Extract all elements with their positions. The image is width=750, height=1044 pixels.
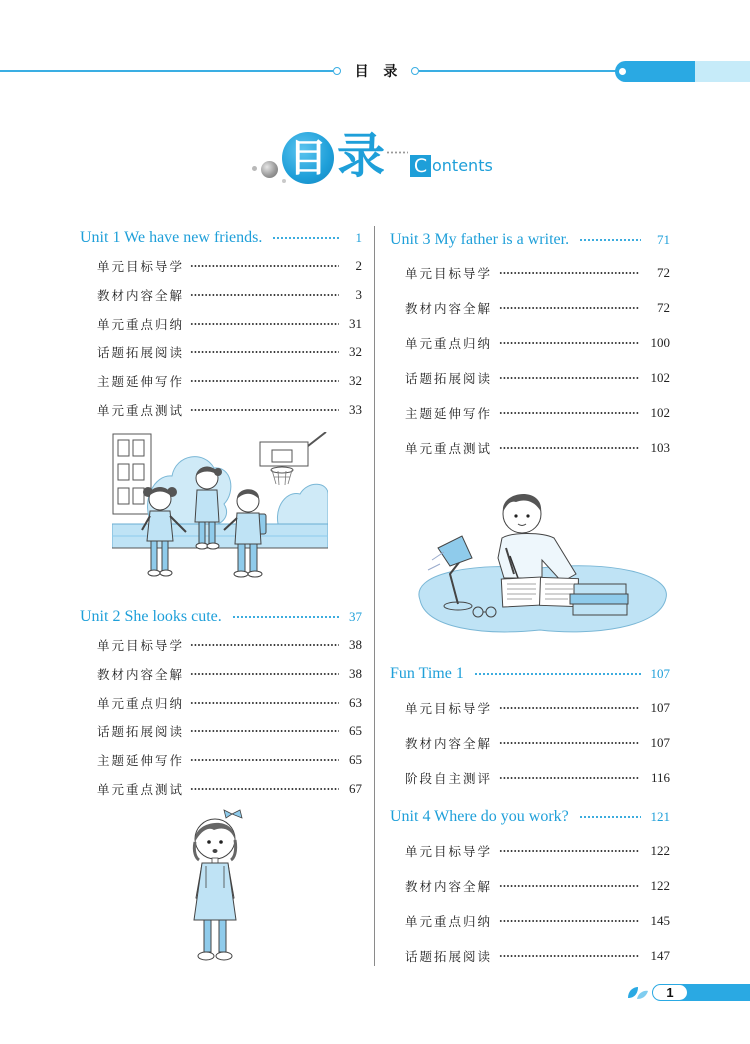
- toc-entry[interactable]: [390, 395, 670, 430]
- toc-entry[interactable]: [390, 903, 670, 938]
- ring-icon: [411, 67, 419, 75]
- dot-leader: [499, 376, 640, 380]
- running-header: [333, 61, 419, 81]
- toc-section-heading[interactable]: [390, 658, 670, 690]
- entry-page-number: 72: [657, 264, 670, 280]
- toc-entry[interactable]: [80, 774, 362, 803]
- header-tab-extension: [695, 61, 750, 82]
- toc-section-unit-2: [80, 603, 362, 803]
- entry-label: 话题拓展阅读: [405, 948, 493, 964]
- toc-entry[interactable]: [80, 367, 362, 396]
- column-divider: [374, 226, 375, 966]
- toc-entry[interactable]: [390, 430, 670, 465]
- dot-leader: [190, 729, 339, 733]
- toc-entry[interactable]: [80, 746, 362, 775]
- entry-label: 话题拓展阅读: [405, 370, 493, 386]
- dot-leader: [499, 411, 640, 415]
- entry-label: 教材内容全解: [405, 300, 493, 316]
- entry-page-number: 102: [650, 369, 670, 385]
- title-dotted-line: [386, 151, 408, 154]
- entry-label: 主题延伸写作: [97, 374, 185, 390]
- toc-section-heading[interactable]: [390, 224, 670, 255]
- entry-page-number: 122: [650, 842, 670, 858]
- dot-leader: [499, 776, 640, 780]
- header-rule: [0, 70, 616, 72]
- entry-page-number: 67: [349, 780, 362, 796]
- entry-page-number: 100: [650, 334, 670, 350]
- section-title: Unit 2 She looks cute.: [80, 608, 222, 625]
- toc-section-fun-time-1: [390, 658, 670, 795]
- toc-entry[interactable]: [390, 833, 670, 868]
- entry-label: 单元目标导学: [97, 638, 185, 654]
- entry-label: 单元重点测试: [97, 781, 185, 797]
- dot-leader: [499, 741, 640, 745]
- entry-label: 主题延伸写作: [405, 405, 493, 421]
- toc-entry[interactable]: [80, 631, 362, 660]
- dot-leader: [190, 350, 339, 354]
- dot-leader: [499, 341, 640, 345]
- toc-entry[interactable]: [80, 252, 362, 281]
- dot-leader: [499, 884, 640, 888]
- entry-page-number: 31: [349, 315, 362, 331]
- section-page-number: 107: [650, 666, 670, 681]
- entry-page-number: 33: [349, 401, 362, 417]
- entry-page-number: 38: [349, 666, 362, 682]
- leaf-icon: [626, 984, 650, 1001]
- header-tab: [615, 61, 695, 82]
- dot-leader: [499, 954, 640, 958]
- entry-label: 话题拓展阅读: [97, 345, 185, 361]
- page-number-badge: [652, 984, 688, 1001]
- entry-label: 单元重点归纳: [405, 335, 493, 351]
- dot-leader: [190, 379, 339, 383]
- toc-entry[interactable]: [80, 281, 362, 310]
- page-number: 1: [666, 985, 674, 1000]
- entry-label: 单元重点归纳: [97, 316, 185, 332]
- entry-page-number: 63: [349, 694, 362, 710]
- toc-entry[interactable]: [390, 938, 670, 973]
- children-playground-illustration: [112, 432, 328, 582]
- dot-leader: [499, 446, 640, 450]
- dot-leader: [474, 672, 641, 676]
- section-page-number: 71: [657, 231, 670, 247]
- toc-entry[interactable]: [390, 868, 670, 903]
- entry-page-number: 2: [355, 258, 362, 274]
- dot-leader: [190, 408, 339, 412]
- dot-leader: [190, 643, 339, 647]
- entry-page-number: 32: [349, 344, 362, 360]
- entry-page-number: 122: [650, 877, 670, 893]
- contents-initial: C: [413, 154, 428, 177]
- toc-section-heading[interactable]: [80, 224, 362, 252]
- contents-initial-box: [410, 155, 431, 177]
- entry-page-number: 145: [650, 912, 670, 928]
- section-title: Unit 4 Where do you work?: [390, 808, 569, 825]
- ring-icon: [333, 67, 341, 75]
- page-number-bar: [680, 984, 750, 1001]
- entry-page-number: 102: [650, 404, 670, 420]
- section-page-number: 121: [650, 809, 670, 824]
- entry-page-number: 65: [349, 723, 362, 739]
- toc-entry[interactable]: [390, 255, 670, 290]
- entry-page-number: 103: [650, 439, 670, 455]
- toc-entry[interactable]: [390, 725, 670, 760]
- toc-entry[interactable]: [390, 360, 670, 395]
- toc-section-unit-1: [80, 224, 362, 424]
- dot-leader: [499, 271, 640, 275]
- section-page-number: 1: [355, 230, 362, 245]
- entry-page-number: 3: [355, 287, 362, 303]
- dot-leader: [579, 815, 641, 819]
- entry-page-number: 72: [657, 299, 670, 315]
- entry-page-number: 147: [650, 947, 670, 963]
- entry-label: 主题延伸写作: [97, 753, 185, 769]
- entry-label: 单元重点测试: [97, 402, 185, 418]
- dot-leader: [190, 787, 339, 791]
- toc-entry[interactable]: [390, 325, 670, 360]
- entry-label: 教材内容全解: [405, 735, 493, 751]
- title-badge: [282, 132, 334, 184]
- toc-entry[interactable]: [80, 717, 362, 746]
- entry-label: 教材内容全解: [405, 878, 493, 894]
- toc-entry[interactable]: [390, 760, 670, 795]
- dot-leader: [190, 758, 339, 762]
- entry-label: 单元重点归纳: [97, 695, 185, 711]
- entry-label: 单元重点测试: [405, 440, 493, 456]
- section-title: Unit 1 We have new friends.: [80, 229, 263, 246]
- entry-label: 单元目标导学: [405, 843, 493, 859]
- entry-page-number: 107: [650, 734, 670, 750]
- dot-leader: [499, 306, 640, 310]
- entry-label: 教材内容全解: [97, 288, 185, 304]
- dot-leader: [579, 238, 641, 242]
- entry-page-number: 38: [349, 637, 362, 653]
- entry-page-number: 32: [349, 373, 362, 389]
- dot-leader: [272, 236, 341, 240]
- dot-leader: [499, 849, 640, 853]
- contents-word: ontents: [432, 156, 493, 175]
- entry-page-number: 65: [349, 752, 362, 768]
- girl-illustration: [184, 808, 248, 968]
- dot-leader: [232, 615, 341, 619]
- entry-label: 话题拓展阅读: [97, 724, 185, 740]
- sphere-icon: [261, 161, 278, 178]
- toc-entry[interactable]: [80, 395, 362, 424]
- section-title: Unit 3 My father is a writer.: [390, 230, 570, 248]
- entry-page-number: 107: [650, 699, 670, 715]
- toc-entry[interactable]: [80, 688, 362, 717]
- dot-leader: [190, 293, 339, 297]
- header-tab-dot: [619, 68, 626, 75]
- page-title-char-1: 目: [288, 135, 327, 180]
- entry-label: 单元重点归纳: [405, 913, 493, 929]
- entry-label: 单元目标导学: [405, 265, 493, 281]
- toc-section-unit-4: [390, 801, 670, 973]
- toc-section-heading[interactable]: [390, 801, 670, 833]
- toc-section-heading[interactable]: [80, 603, 362, 631]
- page-title-char-2: 录: [337, 128, 386, 184]
- decor-dot: [252, 166, 257, 171]
- dot-leader: [190, 264, 339, 268]
- dot-leader: [499, 919, 640, 923]
- dot-leader: [190, 322, 339, 326]
- toc-entry[interactable]: [80, 660, 362, 689]
- toc-entry[interactable]: [80, 309, 362, 338]
- entry-label: 单元目标导学: [405, 700, 493, 716]
- dot-leader: [190, 672, 339, 676]
- entry-label: 单元目标导学: [97, 259, 185, 275]
- running-header-title: 目 录: [354, 64, 403, 80]
- entry-page-number: 116: [650, 769, 670, 785]
- toc-entry[interactable]: [80, 338, 362, 367]
- section-title: Fun Time 1: [390, 665, 464, 682]
- dot-leader: [190, 701, 339, 705]
- entry-label: 教材内容全解: [97, 667, 185, 683]
- dot-leader: [499, 706, 640, 710]
- entry-label: 阶段自主测评: [405, 770, 493, 786]
- boy-writing-illustration: [410, 478, 670, 638]
- toc-entry[interactable]: [390, 690, 670, 725]
- toc-section-unit-3: [390, 224, 670, 465]
- decor-dot: [282, 179, 286, 183]
- toc-entry[interactable]: [390, 290, 670, 325]
- section-page-number: 37: [349, 609, 362, 624]
